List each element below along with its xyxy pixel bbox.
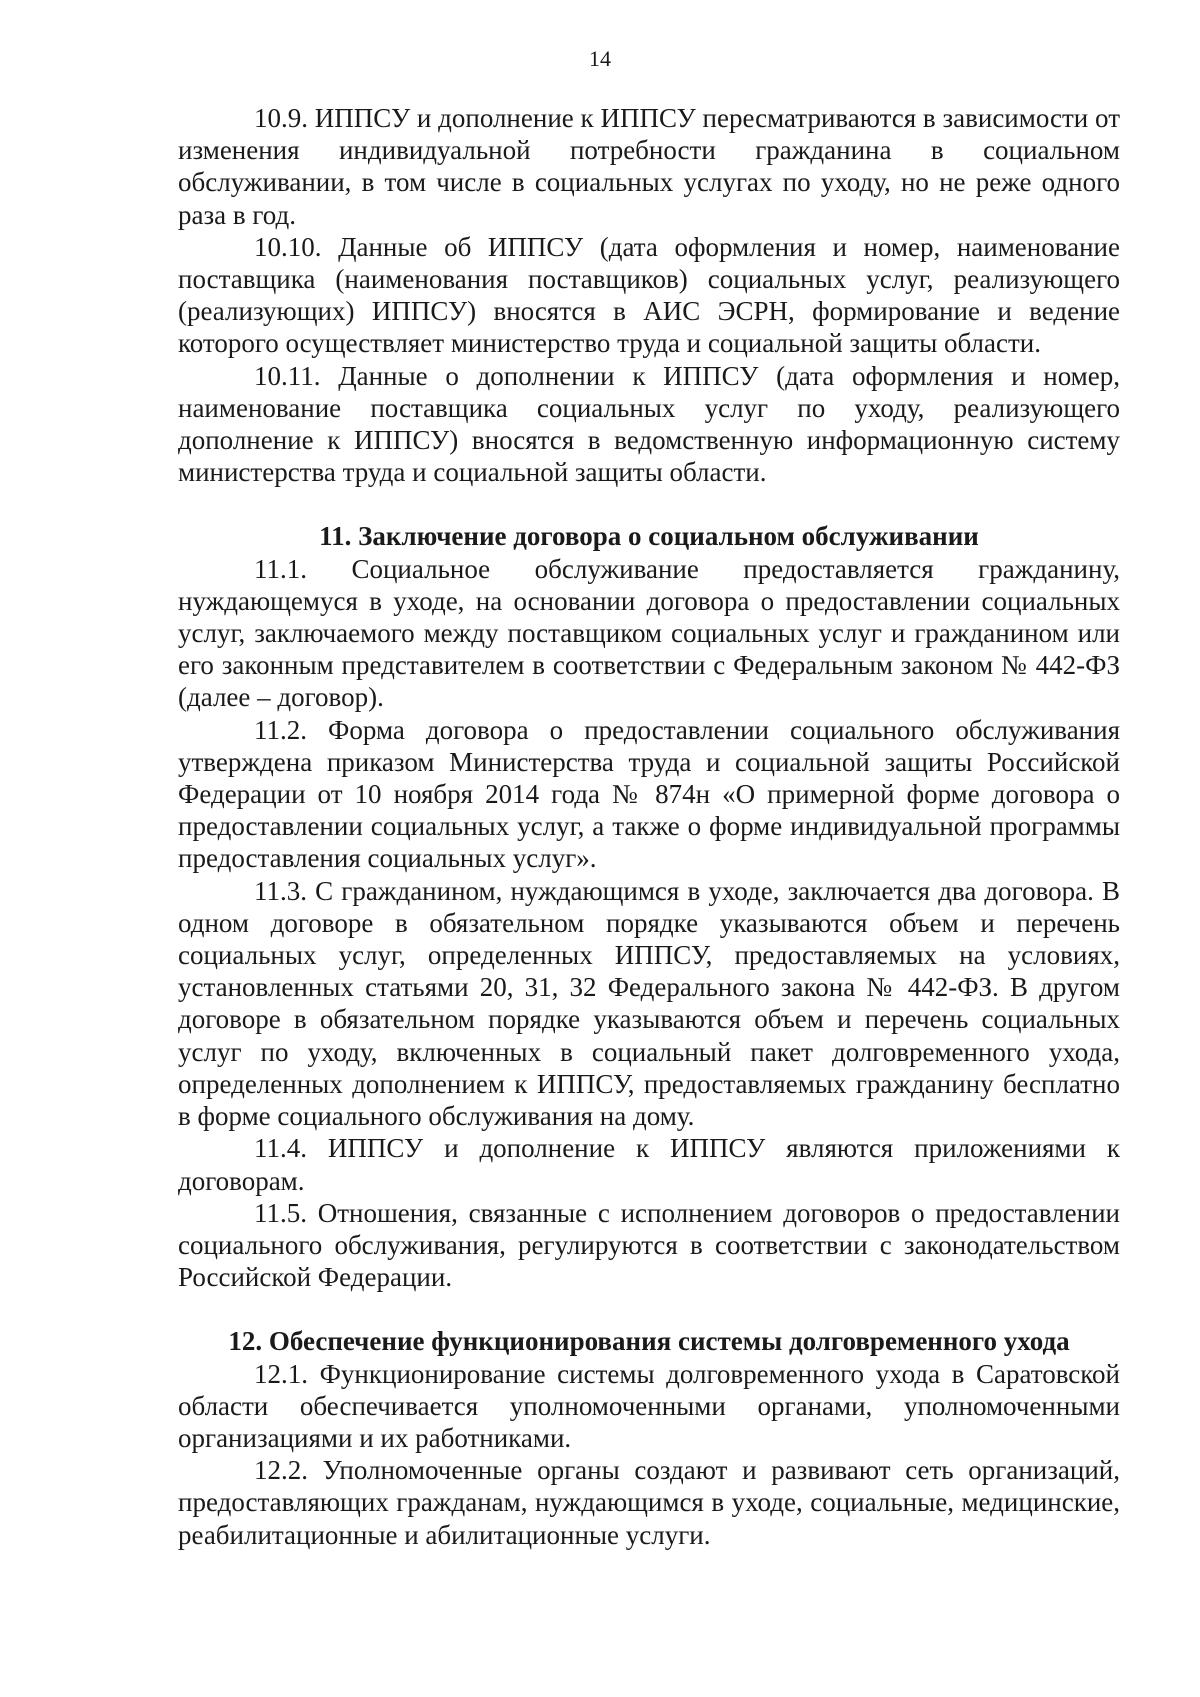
paragraph-11-3: 11.3. С гражданином, нуждающимся в уходе, заключается два договора. В одном договоре в обязательном порядке указываются объем и перечень социальных услуг, определенных ИППСУ, предоставляемых на условиях, установленных статьями 20, 31, 32 Федерального закона № 442-ФЗ. В другом договоре в обязательном порядке указываются объем и перечень социальных услуг по уходу, включенных в социальный пакет долговременного ухода, определенных дополнением к ИППСУ, предоставляемых гражданину бесплатно в форме социального обслуживания на дому.	[178, 875, 1120, 1132]
paragraph-10-11: 10.11. Данные о дополнении к ИППСУ (дата оформления и номер, наименование поставщика социальных услуг по уходу, реализующего дополнение к ИППСУ) вносятся в ведомственную информационную систему министерства труда и социальной защиты области.	[178, 360, 1120, 488]
document-body	[178, 102, 1120, 1551]
paragraph-11-1: 11.1. Социальное обслуживание предоставляется гражданину, нуждающемуся в уходе, на основании договора о предоставлении социальных услуг, заключаемого между поставщиком социальных услуг и гражданином или его законным представителем в соответствии с Федеральным законом № 442-ФЗ (далее – договор).	[178, 553, 1120, 713]
paragraph-10-10: 10.10. Данные об ИППСУ (дата оформления и номер, наименование поставщика (наименования поставщиков) социальных услуг, реализующего (реализующих) ИППСУ) вносятся в АИС ЭСРН, формирование и ведение которого осуществляет министерство труда и социальной защиты области.	[178, 231, 1120, 359]
paragraph-10-9: 10.9. ИППСУ и дополнение к ИППСУ пересматриваются в зависимости от изменения индивидуальной потребности гражданина в социальном обслуживании, в том числе в социальных услугах по уходу, но не реже одного раза в год.	[178, 103, 1120, 230]
page-number: 14	[589, 46, 611, 71]
section-11-heading: 11. Заключение договора о социальном обслуживании	[319, 521, 979, 552]
paragraph-11-4: 11.4. ИППСУ и дополнение к ИППСУ являются приложениями к договорам.	[178, 1133, 1120, 1196]
section-spacer	[178, 1293, 1120, 1325]
paragraph-11-2: 11.2. Форма договора о предоставлении социального обслуживания утверждена приказом Министерства труда и социальной защиты Российской Федерации от 10 ноября 2014 года № 874н «О примерной форме договора о предоставлении социальных услуг, а также о форме индивидуальной программы предоставления социальных услуг».	[178, 714, 1120, 874]
section-spacer	[178, 488, 1120, 520]
paragraph-12-1: 12.1. Функционирование системы долговременного ухода в Саратовской области обеспечивается уполномоченными органами, уполномоченными организациями и их работниками.	[178, 1358, 1120, 1453]
paragraph-12-2: 12.2. Уполномоченные органы создают и развивают сеть организаций, предоставляющих гражданам, нуждающимся в уходе, социальные, медицинские, реабилитационные и абилитационные услуги.	[178, 1455, 1120, 1550]
paragraph-11-5: 11.5. Отношения, связанные с исполнением договоров о предоставлении социального обслуживания, регулируются в соответствии с законодательством Российской Федерации.	[178, 1197, 1120, 1293]
section-12-heading: 12. Обеспечение функционирования системы долговременного ухода	[228, 1326, 1070, 1357]
